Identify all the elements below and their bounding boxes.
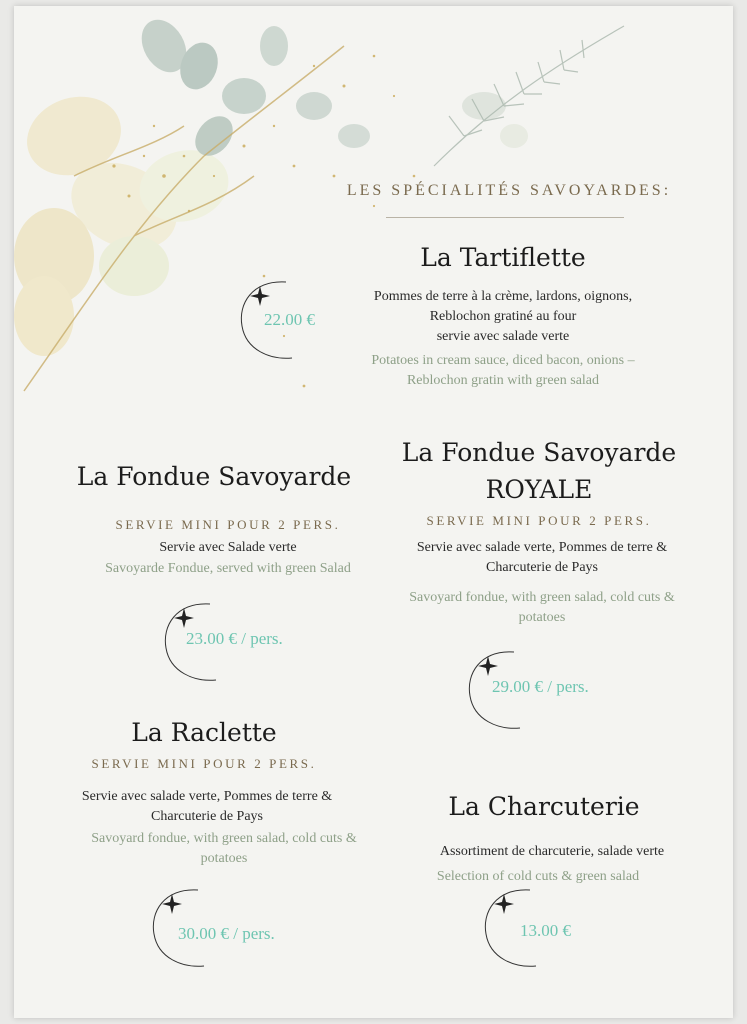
description-line: Savoyard fondue, with green salad, cold cuts & [91,831,357,846]
description-line: Potatoes in cream sauce, diced bacon, onions – [371,353,635,368]
description-line: Pommes de terre à la crème, lardons, oignons, [373,289,633,304]
item-fondue-royale-title [384,434,694,508]
item-raclette-price: 30.00 € / pers. [178,924,275,943]
item-fondue-royale-description-fr [384,538,700,578]
description-line: Servie avec salade verte, Pommes de terre & [81,789,333,804]
item-fondue-royale-price: 29.00 € / pers. [492,677,589,696]
item-fondue-description-en [70,559,386,579]
description-line: potatoes [200,851,248,866]
item-tartiflette-description-en [332,351,674,391]
item-raclette-serving: SERVIE MINI POUR 2 PERS. [91,756,317,771]
description-line: potatoes [518,610,566,625]
description-line: Assortiment de charcuterie, salade verte [439,844,665,859]
item-fondue-price: 23.00 € / pers. [186,629,283,648]
menu-page [14,6,733,1018]
item-tartiflette-title: La Tartiflette [420,243,586,272]
description-line: Charcuterie de Pays [151,809,263,824]
description-line: servie avec salade verte [436,329,570,344]
description-line: Savoyard fondue, with green salad, cold cuts & [409,590,675,605]
description-line: Reblochon gratiné au four [429,309,577,324]
item-fondue-royale-serving: SERVIE MINI POUR 2 PERS. [426,513,652,528]
description-line: Selection of cold cuts & green salad [436,869,640,884]
title-line: La Fondue Savoyarde [401,438,677,467]
item-fondue-serving: SERVIE MINI POUR 2 PERS. [115,517,341,532]
item-fondue-description-fr [70,538,386,558]
item-charcuterie-price: 13.00 € [520,921,571,940]
description-line: Charcuterie de Pays [486,560,598,575]
item-raclette-description-en [54,829,394,869]
item-charcuterie-title: La Charcuterie [448,792,640,821]
item-tartiflette-price: 22.00 € [264,310,315,329]
description-line: Servie avec salade verte, Pommes de terre & [416,540,668,555]
heading-divider [386,217,624,218]
menu-heading: LES SPÉCIALITÉS SAVOYARDES: [346,182,672,199]
item-fondue-title: La Fondue Savoyarde [76,462,352,491]
item-charcuterie-description-fr [394,842,710,862]
description-line: Reblochon gratin with green salad [406,373,600,388]
item-tartiflette-description-fr [332,287,674,347]
item-raclette-title: La Raclette [131,718,277,747]
item-raclette-description-fr [44,787,370,827]
description-line: Savoyarde Fondue, served with green Salad [105,561,351,576]
item-fondue-royale-description-en [384,588,700,628]
title-line: ROYALE [485,475,593,504]
description-line: Servie avec Salade verte [159,540,297,555]
